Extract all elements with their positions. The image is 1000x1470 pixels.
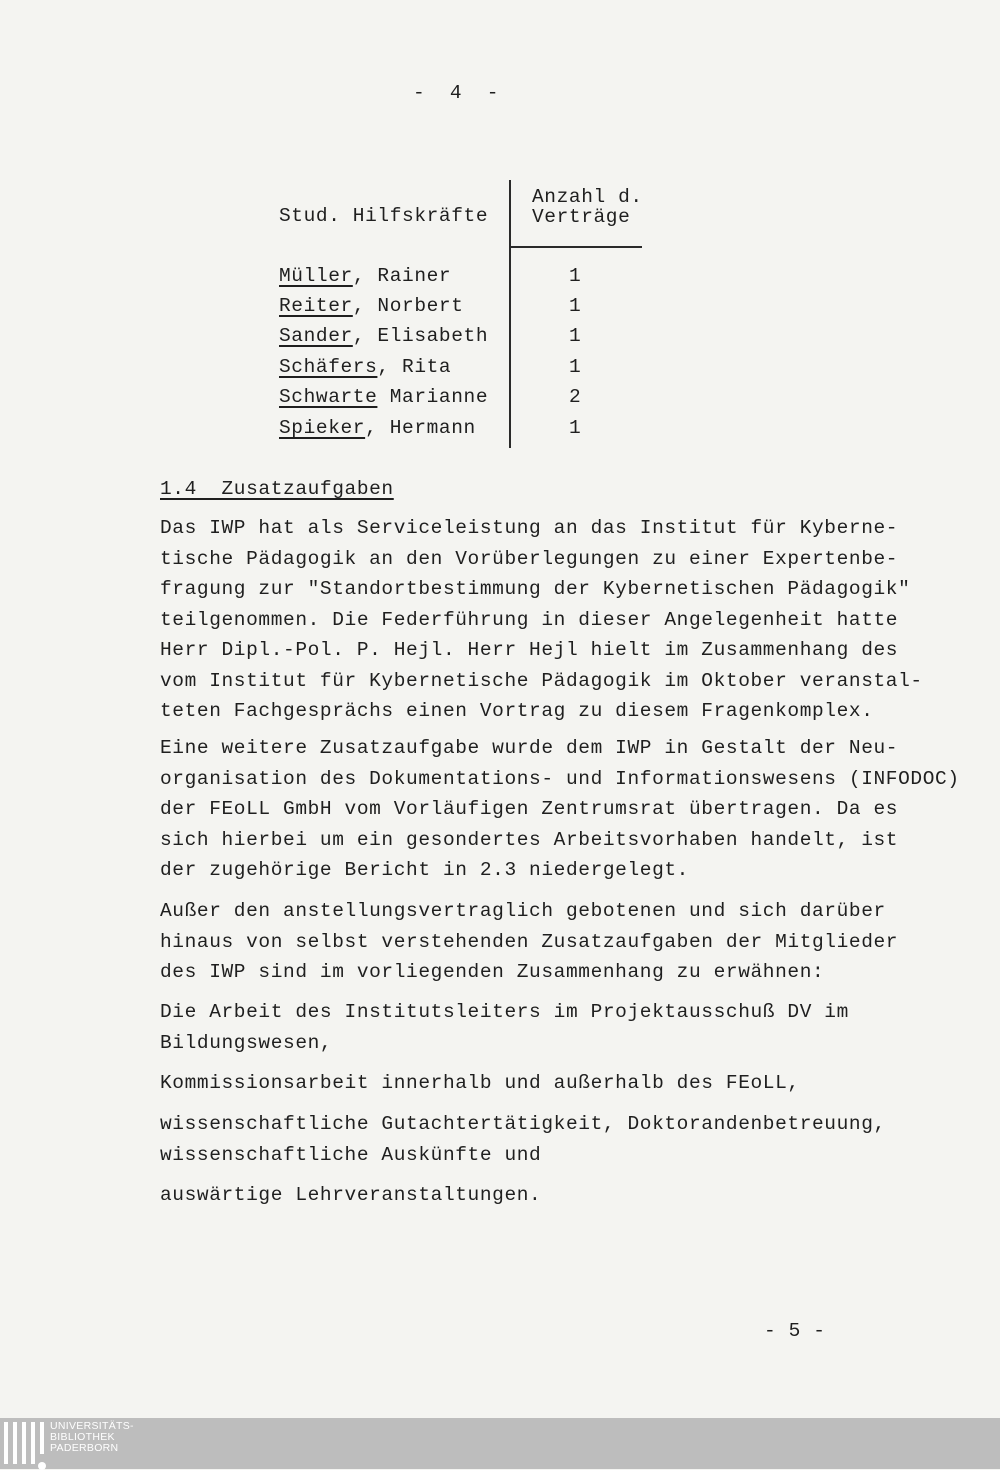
paragraph-kommission xyxy=(160,1068,960,1099)
text-line: wissenschaftliche Gutachtertätigkeit, Doktorandenbetreuung, xyxy=(160,1113,886,1135)
paragraph-projektausschuss xyxy=(160,997,960,1058)
paragraph-lehrveranstaltungen xyxy=(160,1180,960,1211)
row-surname: Schwarte xyxy=(279,386,378,408)
row-forename: Marianne xyxy=(377,386,489,408)
section-heading: 1.4 Zusatzaufgaben xyxy=(160,478,394,500)
paragraph-gutachter xyxy=(160,1109,960,1170)
text-line: Kommissionsarbeit innerhalb und außerhalb des FEoLL, xyxy=(160,1072,800,1094)
text-line: teilgenommen. Die Federführung in dieser Angelegenheit hatte xyxy=(160,608,899,631)
text-line: der FEoLL GmbH vom Vorläufigen Zentrumsrat übertragen. Da es xyxy=(160,798,899,820)
library-label-line: PADERBORN xyxy=(50,1442,119,1454)
text-line: Die Arbeit des Institutsleiters im Projektausschuß DV im xyxy=(160,1001,849,1023)
text-line: sich hierbei um ein gesondertes Arbeitsvorhaben handelt, ist xyxy=(160,828,899,851)
table-row xyxy=(279,417,476,439)
table-header-rule xyxy=(511,246,642,248)
row-surname: Reiter xyxy=(279,295,353,317)
text-line: fragung zur "Standortbestimmung der Kybernetischen Pädagogik" xyxy=(160,578,911,600)
table-row xyxy=(279,295,464,317)
row-surname: Schäfers xyxy=(279,356,378,378)
text-line: auswärtige Lehrveranstaltungen. xyxy=(160,1184,542,1206)
library-label-line: UNIVERSITÄTS- xyxy=(50,1420,134,1432)
text-line: organisation des Dokumentations- und Informationswesens (INFODOC) xyxy=(160,767,960,790)
paragraph-duties xyxy=(160,896,960,988)
row-contract-count: 1 xyxy=(569,417,582,439)
row-surname: Spieker xyxy=(279,417,366,439)
row-forename: , Hermann xyxy=(365,417,476,439)
text-line: hinaus von selbst verstehenden Zusatzaufgaben der Mitglieder xyxy=(160,930,899,953)
library-label xyxy=(50,1421,134,1454)
paragraph-service xyxy=(160,513,960,727)
row-contract-count: 1 xyxy=(569,325,582,347)
text-line: tische Pädagogik an den Vorüberlegungen zu einer Expertenbe- xyxy=(160,547,899,570)
next-page-marker: - 5 - xyxy=(764,1320,826,1342)
row-contract-count: 2 xyxy=(569,386,582,408)
table-row xyxy=(279,325,488,347)
table-row xyxy=(279,265,451,287)
row-forename: , Norbert xyxy=(352,295,464,317)
table-header-assistants: Stud. Hilfskräfte xyxy=(279,205,489,227)
row-contract-count: 1 xyxy=(569,295,582,317)
text-line: vom Institut für Kybernetische Pädagogik im Oktober veranstal- xyxy=(160,669,923,692)
page-number: - 4 - xyxy=(413,82,500,104)
paragraph-infodoc xyxy=(160,733,960,886)
text-line: Das IWP hat als Serviceleistung an das Institut für Kyberne- xyxy=(160,517,899,539)
text-line: Eine weitere Zusatzaufgabe wurde dem IWP in Gestalt der Neu- xyxy=(160,737,899,759)
table-header-contracts-line2: Verträge xyxy=(532,206,631,228)
row-forename: , Elisabeth xyxy=(352,325,489,347)
table-row xyxy=(279,356,451,378)
text-line: teten Fachgesprächs einen Vortrag zu diesem Fragenkomplex. xyxy=(160,700,874,722)
library-footer xyxy=(0,1418,1000,1469)
row-surname: Sander xyxy=(279,325,353,347)
text-line: Herr Dipl.-Pol. P. Hejl. Herr Hejl hielt im Zusammenhang des xyxy=(160,639,899,661)
library-bars-icon xyxy=(4,1422,44,1464)
row-contract-count: 1 xyxy=(569,356,582,378)
library-label-line: BIBLIOTHEK xyxy=(50,1431,115,1443)
row-contract-count: 1 xyxy=(569,265,582,287)
table-header-contracts-line1: Anzahl d. xyxy=(532,186,643,208)
text-line: Außer den anstellungsvertraglich gebotenen und sich darüber xyxy=(160,900,886,922)
text-line: der zugehörige Bericht in 2.3 niedergelegt. xyxy=(160,859,689,881)
text-line: Bildungswesen, xyxy=(160,1031,333,1054)
row-forename: , Rita xyxy=(377,356,452,378)
row-forename: , Rainer xyxy=(352,265,452,287)
text-line: des IWP sind im vorliegenden Zusammenhang zu erwähnen: xyxy=(160,961,825,983)
table-row xyxy=(279,386,488,408)
table-column-divider xyxy=(509,180,511,448)
row-surname: Müller xyxy=(279,265,353,287)
text-line: wissenschaftliche Auskünfte und xyxy=(160,1143,542,1166)
